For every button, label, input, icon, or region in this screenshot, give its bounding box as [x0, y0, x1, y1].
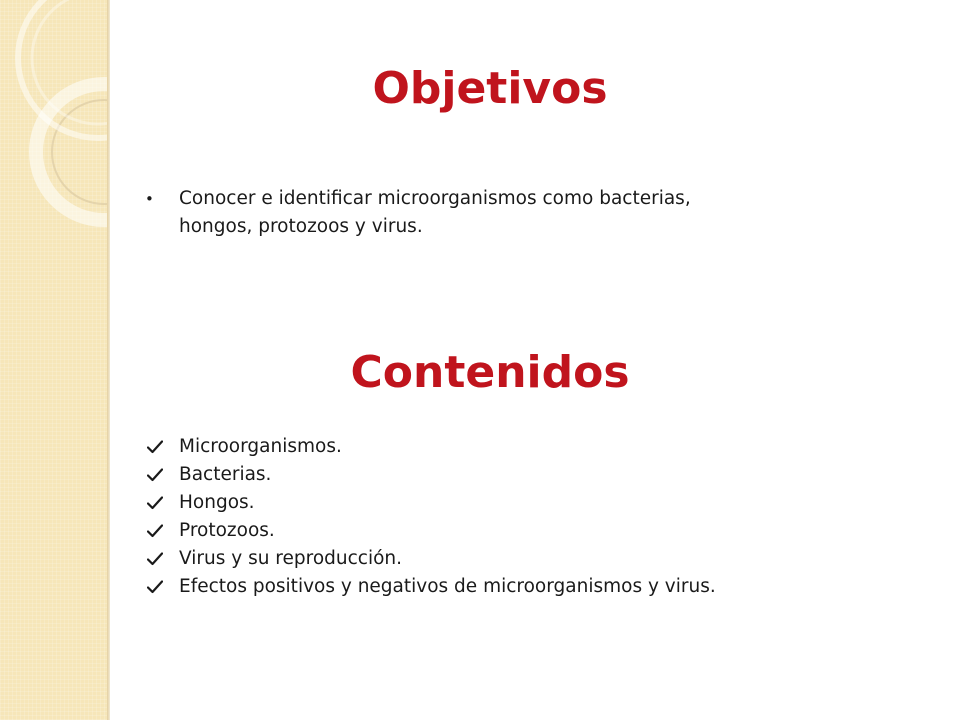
objetivos-title: Objetivos — [372, 63, 608, 114]
contenido-text: Virus y su reproducción. — [179, 548, 403, 569]
contenidos-list — [145, 433, 735, 601]
contenido-text: Protozoos. — [179, 520, 275, 541]
checkmark-icon — [147, 468, 163, 482]
checkmark-icon — [147, 552, 163, 566]
checkmark-icon — [147, 440, 163, 454]
objetivo-item — [145, 185, 765, 241]
objetivos-list — [145, 185, 765, 241]
contenido-item — [145, 489, 735, 517]
contenido-item — [145, 461, 735, 489]
contenido-item — [145, 573, 735, 601]
contenido-text: Microorganismos. — [179, 436, 342, 457]
checkmark-icon — [147, 496, 163, 510]
contenido-text: Hongos. — [179, 492, 255, 513]
contenido-text: Efectos positivos y negativos de microorganismos y virus. — [179, 576, 716, 597]
checkmark-icon — [147, 580, 163, 594]
objetivo-text: Conocer e identificar microorganismos como bacterias, hongos, protozoos y virus. — [179, 188, 691, 237]
contenido-item — [145, 545, 735, 573]
checkmark-icon — [147, 524, 163, 538]
bullet-icon: • — [145, 190, 154, 208]
decorative-rings-icon — [0, 0, 107, 260]
contenido-item — [145, 517, 735, 545]
contenido-item — [145, 433, 735, 461]
contenido-text: Bacterias. — [179, 464, 272, 485]
contenidos-title: Contenidos — [350, 347, 630, 398]
